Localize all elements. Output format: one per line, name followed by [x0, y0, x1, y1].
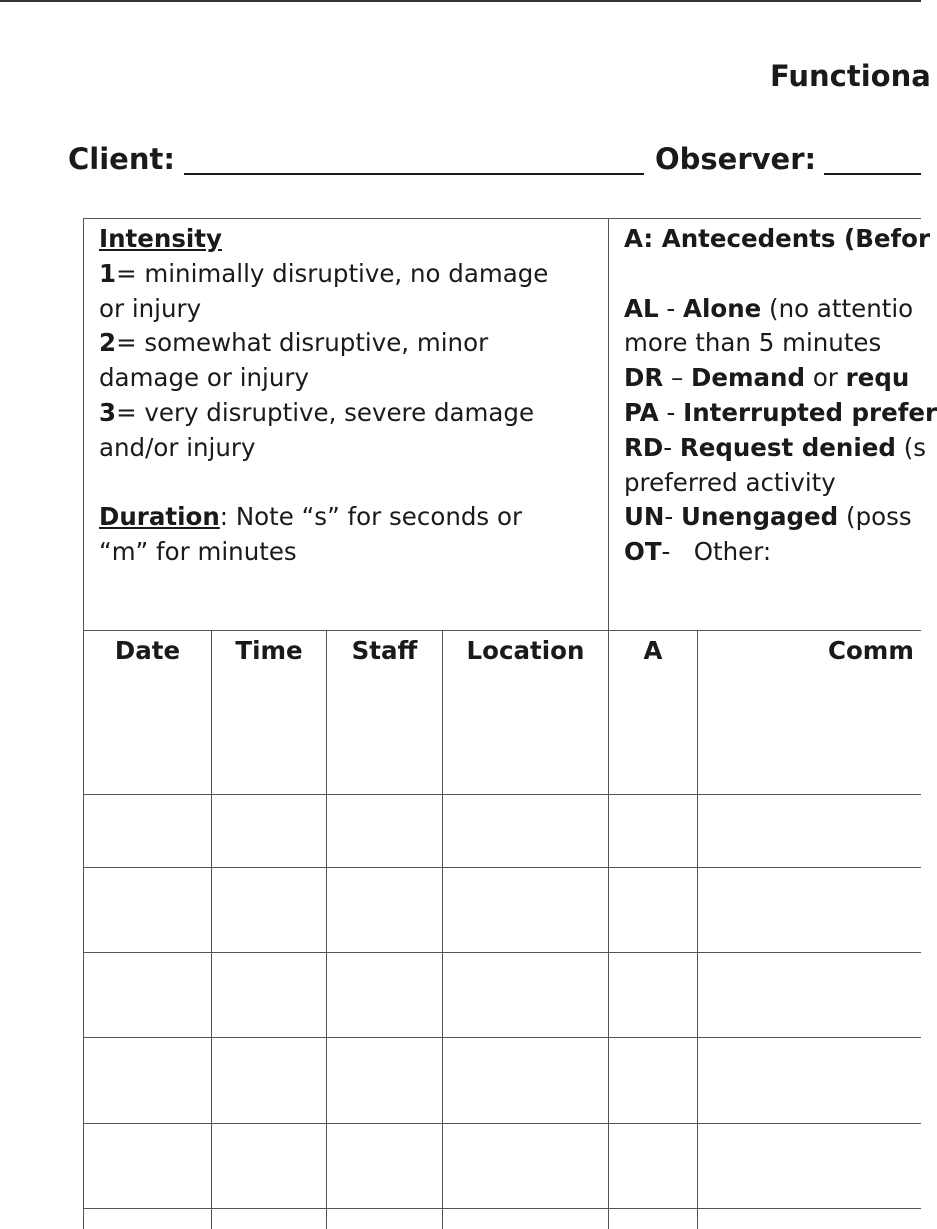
- col-divider: [697, 630, 698, 1229]
- column-header-location: Location: [466, 636, 585, 665]
- table-row[interactable]: [83, 1208, 921, 1209]
- table-row[interactable]: [83, 867, 921, 868]
- col-divider: [211, 630, 212, 1229]
- client-field[interactable]: [184, 173, 644, 175]
- table-row[interactable]: [83, 794, 921, 795]
- top-rule: [0, 0, 921, 2]
- legend-bottom-border: [83, 630, 921, 631]
- table-left-border: [83, 218, 84, 1229]
- table-top-border: [83, 218, 921, 219]
- duration-note: Duration: Note “s” for seconds or: [99, 502, 523, 532]
- column-header-date: Date: [114, 636, 181, 665]
- observer-field[interactable]: [824, 173, 921, 175]
- antecedents-heading: A: Antecedents (Befor: [624, 224, 931, 253]
- col-divider: [326, 630, 327, 1229]
- intensity-legend: Intensity 1= minimally disruptive, no damage or injury 2= somewhat disruptive, minor damage or injury 3= very disruptive, severe damage and/or injury Duration: Note “s” for seconds or “m” for minutes: [99, 224, 549, 567]
- column-header-comments: Comm: [828, 636, 914, 665]
- table-row[interactable]: [83, 952, 921, 953]
- col-divider: [442, 630, 443, 1229]
- form-title: Functiona: [770, 59, 931, 93]
- legend-divider: [608, 218, 609, 1229]
- antecedents-legend: A: Antecedents (Befor AL - Alone (no attentio more than 5 minutes DR – Demand or requ PA - Interrupted prefer RD- Request denied (s preferred activity UN- Unengaged (poss OT- Other:: [624, 224, 937, 567]
- table-row[interactable]: [83, 1123, 921, 1124]
- client-label: Client:: [68, 142, 175, 176]
- table-row[interactable]: [83, 1037, 921, 1038]
- column-header-time: Time: [235, 636, 303, 665]
- column-header-staff: Staff: [351, 636, 418, 665]
- intensity-heading: Intensity: [99, 224, 222, 253]
- column-header-antecedent: A: [643, 636, 663, 665]
- observer-label: Observer:: [655, 142, 817, 176]
